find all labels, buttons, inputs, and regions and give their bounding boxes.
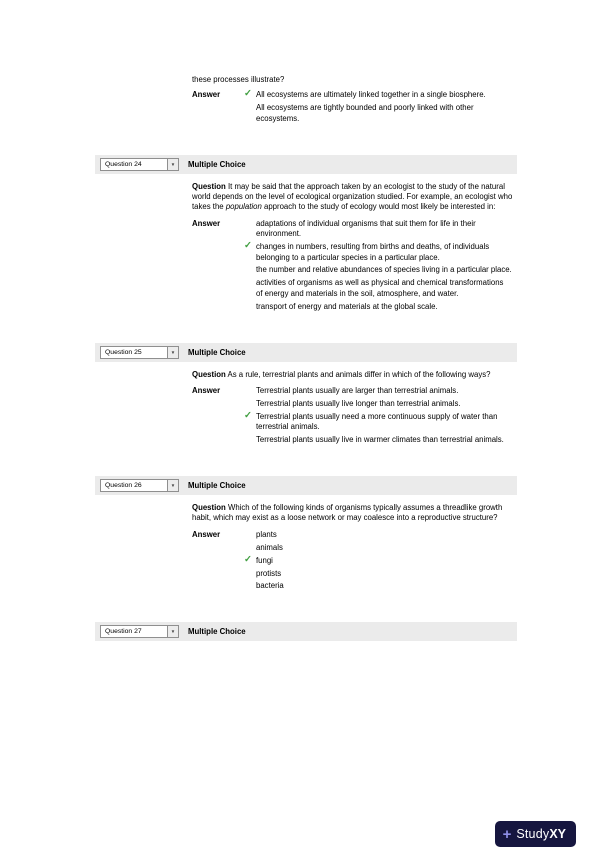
question-25-header bbox=[95, 343, 517, 362]
answer-option-text: bacteria bbox=[256, 581, 284, 591]
question-type-label: Multiple Choice bbox=[188, 159, 246, 169]
plus-icon: + bbox=[502, 825, 512, 843]
answer-option-text: adaptations of individual organisms that suit them for life in their environment. bbox=[256, 218, 476, 239]
question-selector-label: Question 27 bbox=[105, 628, 142, 636]
logo-text-xy: XY bbox=[549, 827, 566, 841]
question-27-selector[interactable] bbox=[100, 625, 179, 638]
question-selector-label: Question 25 bbox=[105, 348, 142, 356]
question-24-body bbox=[192, 182, 612, 315]
chevron-down-icon: ▼ bbox=[167, 480, 178, 491]
question-26-selector[interactable] bbox=[100, 479, 179, 492]
answer-option bbox=[256, 530, 512, 540]
answer-option bbox=[244, 553, 512, 566]
answer-option bbox=[256, 386, 512, 396]
question-type-label: Multiple Choice bbox=[188, 481, 246, 491]
answer-option-text: transport of energy and materials at the global scale. bbox=[256, 301, 438, 311]
answer-option-text: Terrestrial plants usually live longer than terrestrial animals. bbox=[256, 398, 461, 408]
answer-option-text: the number and relative abundances of species living in a particular place. bbox=[256, 265, 512, 275]
question-text: these processes illustrate? bbox=[192, 75, 285, 84]
question-type-label: Multiple Choice bbox=[188, 347, 246, 357]
logo-text-study: Study bbox=[516, 827, 550, 841]
question-25-selector[interactable] bbox=[100, 346, 179, 359]
question-text: Question It may be said that the approach taken by an ecologist to the study of the natural world depends on the level of ecological organization studied. For example, an ecologist who takes the population approach to the study of ecology would most likely be interested in: bbox=[192, 181, 513, 212]
answer-option bbox=[244, 409, 512, 433]
answer-option bbox=[256, 543, 512, 553]
question-26-header bbox=[95, 476, 517, 495]
answer-option bbox=[244, 240, 512, 263]
answer-option bbox=[256, 581, 512, 591]
answer-option bbox=[256, 435, 512, 445]
question-label: Question bbox=[192, 181, 226, 191]
answer-option bbox=[256, 302, 512, 312]
question-25-block bbox=[0, 343, 612, 448]
check-icon: ✓ bbox=[244, 409, 252, 421]
check-icon: ✓ bbox=[244, 240, 252, 252]
answer-option-text: changes in numbers, resulting from births and deaths, of individuals belonging to a particular species in a particular place. bbox=[256, 242, 490, 262]
answer-options bbox=[244, 386, 512, 448]
answer-options bbox=[244, 529, 512, 595]
quiz-page bbox=[0, 75, 612, 843]
answer-option-text: protists bbox=[256, 568, 282, 578]
answer-option bbox=[256, 265, 512, 275]
answer-section bbox=[192, 90, 612, 126]
answer-option-text: All ecosystems are ultimately linked together in a single biosphere. bbox=[256, 90, 486, 100]
question-selector-label: Question 24 bbox=[105, 160, 142, 168]
answer-option-text: Terrestrial plants usually are larger than terrestrial animals. bbox=[256, 386, 459, 395]
question-24-header bbox=[95, 155, 517, 174]
answer-option-text: activities of organisms as well as physical and chemical transformations of energy and materials in the soil, atmosphere, and water. bbox=[256, 278, 504, 298]
studyxy-logo bbox=[495, 821, 576, 847]
answer-option bbox=[256, 278, 512, 299]
chevron-down-icon: ▼ bbox=[167, 626, 178, 637]
answer-section bbox=[192, 386, 612, 448]
answer-option bbox=[256, 219, 512, 240]
question-text: Question Which of the following kinds of organisms typically assumes a threadlike growth habit, which may exist as a loose network or may coalesce into a reproductive structure? bbox=[192, 503, 503, 523]
question-type-label: Multiple Choice bbox=[188, 627, 246, 637]
previous-question-continuation bbox=[192, 75, 612, 127]
answer-options bbox=[244, 88, 512, 126]
check-icon: ✓ bbox=[244, 88, 252, 100]
answer-label: Answer bbox=[192, 218, 221, 228]
answer-option bbox=[256, 399, 512, 409]
question-25-body bbox=[192, 370, 612, 448]
chevron-down-icon: ▼ bbox=[167, 159, 178, 170]
answer-label: Answer bbox=[192, 529, 221, 539]
answer-section bbox=[192, 219, 612, 315]
answer-option-text: Terrestrial plants usually need a more continuous supply of water than terrestrial animals. bbox=[256, 411, 498, 432]
answer-options bbox=[244, 218, 512, 315]
question-24-block bbox=[0, 155, 612, 315]
question-26-block bbox=[0, 476, 612, 594]
answer-option-text: fungi bbox=[256, 555, 273, 565]
question-24-selector[interactable] bbox=[100, 158, 179, 171]
answer-option-text: Terrestrial plants usually live in warmer climates than terrestrial animals. bbox=[256, 435, 504, 445]
question-label: Question bbox=[192, 503, 226, 513]
question-27-block bbox=[0, 622, 612, 641]
chevron-down-icon: ▼ bbox=[167, 347, 178, 358]
answer-label: Answer bbox=[192, 386, 221, 395]
answer-option-text: plants bbox=[256, 529, 277, 539]
question-selector-label: Question 26 bbox=[105, 482, 142, 490]
check-icon: ✓ bbox=[244, 553, 252, 565]
answer-section bbox=[192, 530, 612, 595]
answer-option-text: All ecosystems are tightly bounded and poorly linked with other ecosystems. bbox=[256, 103, 474, 123]
question-26-body bbox=[192, 503, 612, 594]
answer-option bbox=[244, 88, 512, 100]
question-label: Question bbox=[192, 369, 226, 379]
answer-option bbox=[256, 103, 512, 124]
question-27-header bbox=[95, 622, 517, 641]
answer-option-text: animals bbox=[256, 542, 283, 552]
answer-option bbox=[256, 569, 512, 579]
question-text: Question As a rule, terrestrial plants and animals differ in which of the following ways? bbox=[192, 369, 491, 379]
answer-label: Answer bbox=[192, 90, 221, 100]
